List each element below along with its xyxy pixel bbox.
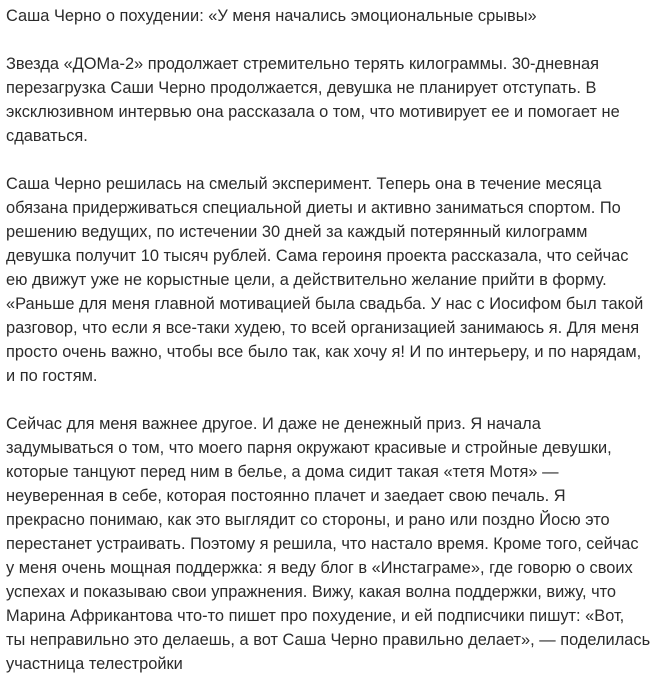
paragraph-spacer [6,388,664,412]
article-title: Саша Черно о похудении: «У меня начались эмоциональные срывы» [6,7,537,25]
paragraph-intro: Звезда «ДОМа-2» продолжает стремительно терять килограммы. 30-дневная перезагрузка Саши Черно продолжается, девушка не планирует отступать. В эксклюзивном интервью она рассказала о том, что мотивирует ее и помогает не сдаваться. [6,55,620,145]
paragraph-experiment: Саша Черно решилась на смелый эксперимент. Теперь она в течение месяца обязана придерживаться специальной диеты и активно заниматься спортом. По решению ведущих, по истечении 30 дней за каждый потерянный килограмм девушка получит 10 тысяч рублей. Сама героиня проекта рассказала, что сейчас ею движут уже не корыстные цели, а действительно желание прийти в форму. «Раньше для меня главной мотивацией была свадьба. У нас с Иосифом был такой разговор, что если я все-таки худею, то всей организацией занимаюсь я. Для меня просто очень важно, чтобы все было так, как хочу я! И по интерьеру, и по нарядам, и по гостям. [6,175,644,385]
paragraph-motivation: Сейчас для меня важнее другое. И даже не денежный приз. Я начала задумываться о том, что моего парня окружают красивые и стройные девушки, которые танцуют перед ним в белье, а дома сидит такая «тетя Мотя» — неуверенная в себе, которая постоянно плачет и заедает свою печаль. Я прекрасно понимаю, как это выглядит со стороны, и рано или поздно Йосю это перестанет устраивать. Поэтому я решила, что настало время. Кроме того, сейчас у меня очень мощная поддержка: я веду блог в «Инстаграме», где говорю о своих успехах и показываю свои упражнения. Вижу, какая волна поддержки, вижу, что Марина Африкантова что-то пишет про похудение, и ей подписчики пишут: «Вот, ты неправильно это делаешь, а вот Саша Черно правильно делает», — поделилась участница телестройки [6,415,651,673]
paragraph-spacer [6,148,664,172]
